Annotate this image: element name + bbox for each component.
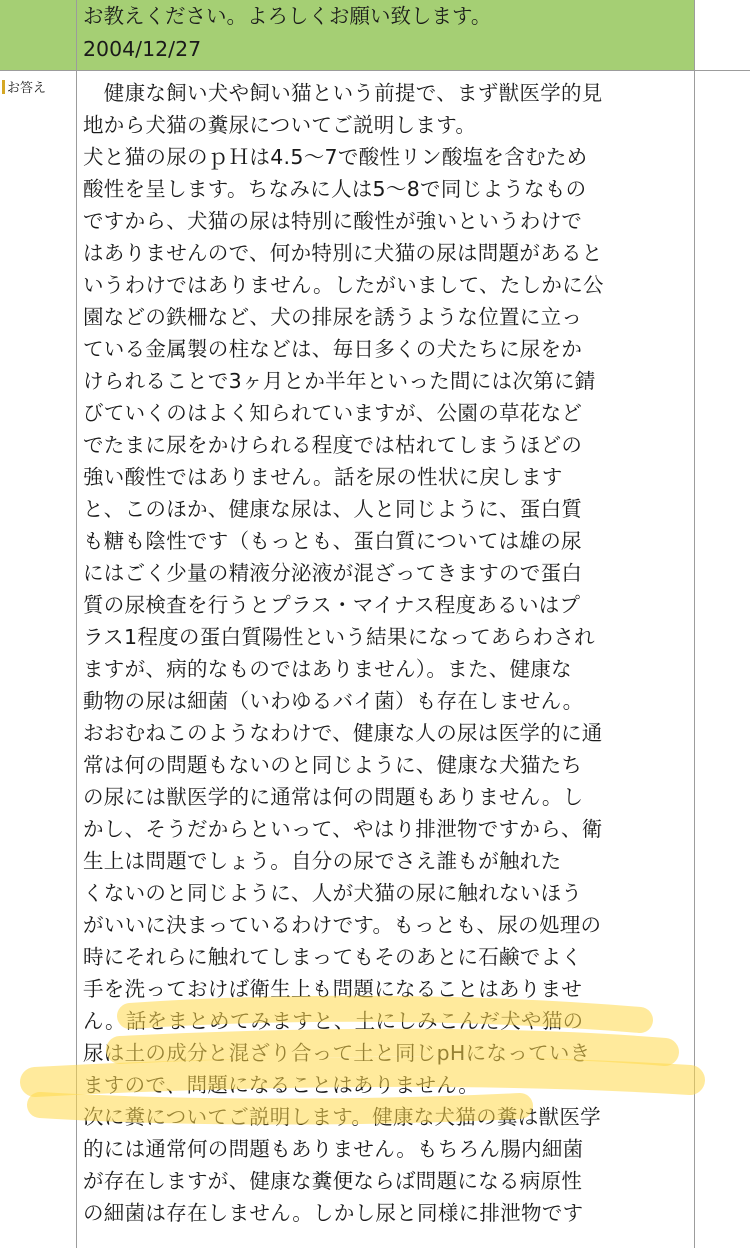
- question-row: [0, 0, 750, 71]
- answer-line: 手を洗っておけば衛生上も問題になることはありませ: [83, 977, 583, 1001]
- question-date: 2004/12/27: [83, 37, 202, 61]
- answer-line: 常は何の問題もないのと同じように、健康な犬猫たち: [83, 753, 583, 777]
- answer-line: 強い酸性ではありません。話を尿の性状に戻します: [83, 465, 563, 489]
- answer-line: にはごく少量の精液分泌液が混ざってきますので蛋白: [83, 561, 583, 585]
- answer-line: びていくのはよく知られていますが、公園の草花など: [83, 401, 583, 425]
- answer-row: [0, 71, 750, 1248]
- answer-line: ますので、問題になることはありません。: [83, 1073, 480, 1097]
- answer-line: おおむねこのようなわけで、健康な人の尿は医学的に通: [83, 721, 603, 745]
- question-text-line: お教えください。よろしくお願い致します。: [83, 4, 492, 28]
- answer-label: お答え: [7, 81, 47, 96]
- answer-line: がいいに決まっているわけです。もっとも、尿の処理の: [83, 913, 602, 937]
- answer-line: ですから、犬猫の尿は特別に酸性が強いというわけで: [83, 209, 583, 233]
- bullet-icon: [2, 80, 5, 94]
- answer-line: 犬と猫の尿のｐＨは4.5〜7で酸性リン酸塩を含むため: [83, 145, 588, 169]
- answer-line: 質の尿検査を行うとプラス・マイナス程度あるいはプ: [83, 593, 581, 617]
- answer-line: けられることで3ヶ月とか半年といった間には次第に錆: [83, 369, 596, 393]
- answer-line: いうわけではありません。したがいまして、たしかに公: [83, 273, 604, 297]
- answer-line: ている金属製の柱などは、毎日多くの犬たちに尿をか: [83, 337, 583, 361]
- question-content-cell: [77, 0, 695, 70]
- answer-line: 動物の尿は細菌（いわゆるバイ菌）も存在しません。: [83, 689, 584, 713]
- answer-line: 健康な飼い犬や飼い猫という前提で、まず獣医学的見: [83, 81, 603, 105]
- answer-line: と、このほか、健康な尿は、人と同じように、蛋白質: [83, 497, 583, 521]
- answer-line: 園などの鉄柵など、犬の排尿を誘うような位置に立っ: [83, 305, 583, 329]
- answer-line: でたまに尿をかけられる程度では枯れてしまうほどの: [83, 433, 583, 457]
- answer-line: の尿には獣医学的に通常は何の問題もありません。し: [83, 785, 584, 809]
- answer-content-cell: [77, 71, 695, 1248]
- answer-line: くないのと同じように、人が犬猫の尿に触れないほう: [83, 881, 583, 905]
- answer-line: 尿は土の成分と混ざり合って土と同じpHになっていき: [83, 1041, 591, 1065]
- answer-line: 地から犬猫の糞尿についてご説明します。: [83, 113, 477, 137]
- answer-line: ん。話をまとめてみますと、土にしみこんだ犬や猫の: [83, 1009, 584, 1033]
- answer-line: 酸性を呈します。ちなみに人は5〜8で同じようなもの: [83, 177, 587, 201]
- answer-line: ラス1程度の蛋白質陽性という結果になってあらわされ: [83, 625, 595, 649]
- answer-label-cell: [0, 71, 77, 1248]
- answer-line: も糖も陰性です（もっとも、蛋白質については雄の尿: [83, 529, 582, 553]
- answer-line: 時にそれらに触れてしまってもそのあとに石鹸でよく: [83, 945, 583, 969]
- answer-text: [83, 77, 694, 1229]
- answer-line: はありませんので、何か特別に犬猫の尿は問題があると: [83, 241, 603, 265]
- answer-line: かし、そうだからといって、やはり排泄物ですから、衛: [83, 817, 603, 841]
- answer-line: が存在しますが、健康な糞便ならば問題になる病原性: [83, 1169, 583, 1193]
- answer-line: 的には通常何の問題もありません。もちろん腸内細菌: [83, 1137, 584, 1161]
- answer-line: の細菌は存在しません。しかし尿と同様に排泄物です: [83, 1201, 584, 1225]
- answer-line: 次に糞についてご説明します。健康な犬猫の糞は獣医学: [83, 1105, 601, 1129]
- question-label-cell: [0, 0, 77, 70]
- answer-line: 生上は問題でしょう。自分の尿でさえ誰もが触れた: [83, 849, 562, 873]
- answer-line: ますが、病的なものではありません）。また、健康な: [83, 657, 572, 681]
